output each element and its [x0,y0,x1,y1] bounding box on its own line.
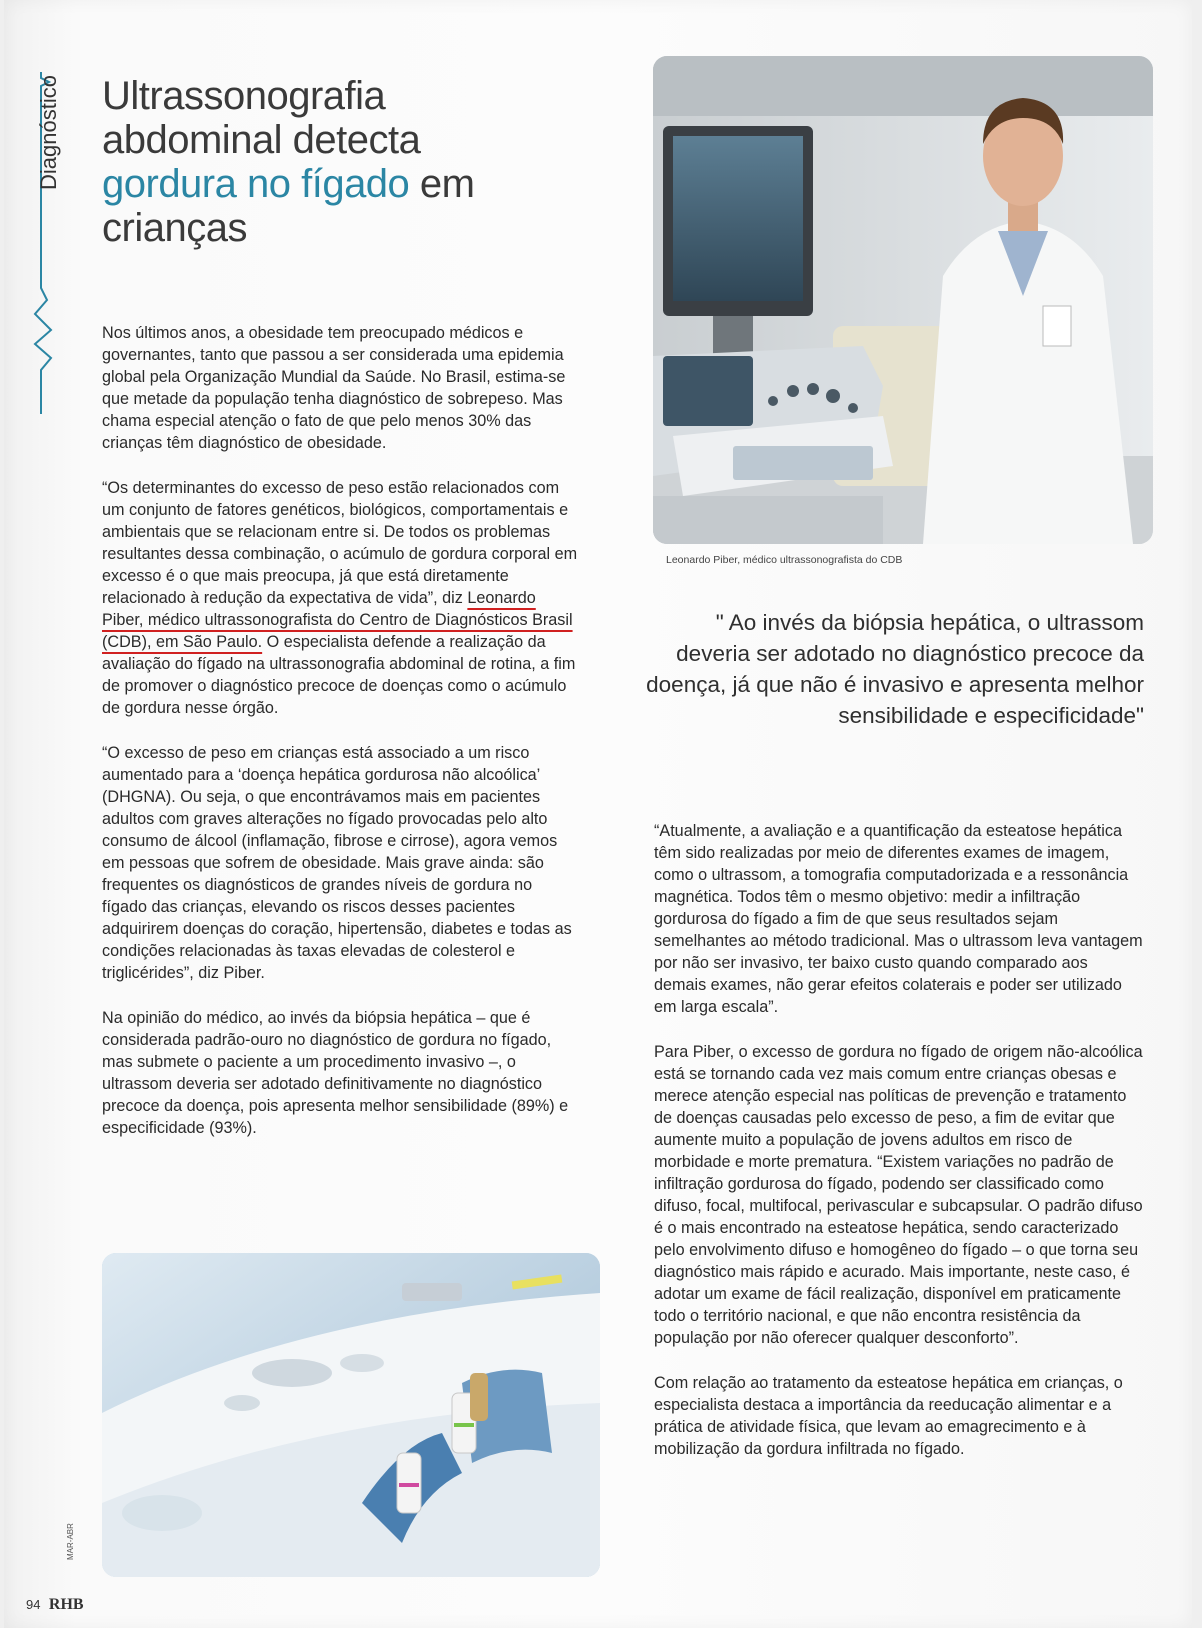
ultrasound-equipment-photo [102,1253,600,1577]
right-column [654,820,1144,1483]
magazine-name: RHB [48,1596,84,1613]
paragraph-determinants [102,477,580,719]
paragraph-infiltration-patterns: Para Piber, o excesso de gordura no fígado de origem não-alcoólica está se tornando cada vez mais comum entre crianças obesas e merece atenção especial nas políticas de prevenção e tratamento de doenças causadas pelo excesso de peso, a fim de evitar que aumente muito a população de jovens adultos em risco de morbidade e morte prematura. “Existem variações no padrão de infiltração gordurosa do fígado, podendo ser classificado como difuso, focal, multifocal, perivascular e subcapsular. O padrão difuso é o mais encontrado na esteatose hepática, sendo caracterizado pelo envolvimento difuso e homogêneo do fígado – o que torna seu diagnóstico mais rápido e acurado. Mais importante, neste caso, é adotar um exame de fácil realização, disponível em praticamente todo o território nacional, e que não encontra resistência da população por não oferecer qualquer desconforto”. [654,1043,1143,1347]
page-number: 94 [26,1597,41,1612]
title-after-highlight: em [409,162,475,206]
title-line-1: Ultrassonografia [102,74,386,118]
title-line-3 [102,162,572,206]
section-label [32,64,62,194]
article-title [102,74,572,250]
paragraph-intro: Nos últimos anos, a obesidade tem preocupado médicos e governantes, tanto que passou a ser considerada uma epidemia global pela Organização Mundial da Saúde. No Brasil, estima-se que metade da população tenha diagnóstico de sobrepeso. Mas chama especial atenção o fato de que pelo menos 30% das crianças têm diagnóstico de obesidade. [102,324,566,452]
paragraph-dhgna: “O excesso de peso em crianças está associado a um risco aumentado para a ‘doença hepática gordurosa não alcoólica’ (DHGNA). Ou seja, o que encontrávamos mais em pacientes adultos com graves alterações no fígado provocadas pelo alto consumo de álcool (inflamação, fibrose e cirrose), agora vemos em pessoas que sofrem de obesidade. Mais grave ainda: são frequentes os diagnósticos de grandes níveis de gordura no fígado das crianças, elevando os riscos desses pacientes adquirirem doenças do coração, hipertensão, diabetes e todas as condições relacionadas às taxas elevadas de colesterol e triglicérides”, diz Piber. [102,744,572,982]
pull-quote: " Ao invés da biópsia hepática, o ultrassom deveria ser adotado no diagnóstico precoce da doença, já que não é invasivo e apresenta melhor sensibilidade e especificidade" [646,610,1144,728]
issue-label: MAR-ABR [66,1523,75,1560]
page-footer [26,1523,84,1614]
left-column [102,322,580,1162]
paragraph-determinants-end: O especialista defende a realização da avaliação do fígado na ultrassonografia abdominal de rotina, a fim de promover o diagnóstico precoce de doenças como o acúmulo de gordura nesse órgão. [102,633,576,717]
section-label-text: Diagnóstico [36,75,61,190]
title-line-2: abdominal detecta [102,118,421,162]
doctor-attribution: Leonardo Piber, médico ultrassonografista do Centro de Diagnósticos Brasil (CDB), em São Paulo. [102,589,573,651]
paragraph-determinants-start: “Os determinantes do excesso de peso estão relacionados com um conjunto de fatores genéticos, biológicos, comportamentais e ambientais que se relacionam entre si. De todos os problemas resultantes dessa combinação, o acúmulo de gordura corporal em excesso é o que mais preocupa, já que está diretamente relacionado à redução da expectativa de vida”, diz [102,479,578,607]
photo-caption: Leonardo Piber, médico ultrassonografista do CDB [666,554,903,566]
magazine-page [4,0,1192,1628]
paragraph-imaging-methods: “Atualmente, a avaliação e a quantificação da esteatose hepática têm sido realizadas por meio de diferentes exames de imagem, como o ultrassom, a tomografia computadorizada e a ressonância magnética. Todos têm o mesmo objetivo: medir a infiltração gordurosa do fígado a fim de que seus resultados sejam semelhantes ao método tradicional. Mas o ultrassom leva vantagem por não ser invasivo, ter baixo custo quando comparado aos demais exames, não gerar efeitos colaterais e poder ser utilizado em larga escala”. [654,822,1143,1016]
paragraph-treatment: Com relação ao tratamento da esteatose hepática em crianças, o especialista destaca a importância da reeducação alimentar e a prática de atividade física, que levam ao emagrecimento e à mobilização da gordura infiltrada no fígado. [654,1374,1123,1458]
title-highlight: gordura no fígado [102,162,410,206]
paragraph-biopsy-opinion: Na opinião do médico, ao invés da biópsia hepática – que é considerada padrão-ouro no diagnóstico de gordura no fígado, mas submete o paciente a um procedimento invasivo –, o ultrassom deveria ser adotado definitivamente no diagnóstico precoce da doença, pois apresenta melhor sensibilidade (89%) e especificidade (93%). [102,1009,569,1137]
title-line-4: crianças [102,206,247,250]
doctor-photo [653,56,1153,544]
